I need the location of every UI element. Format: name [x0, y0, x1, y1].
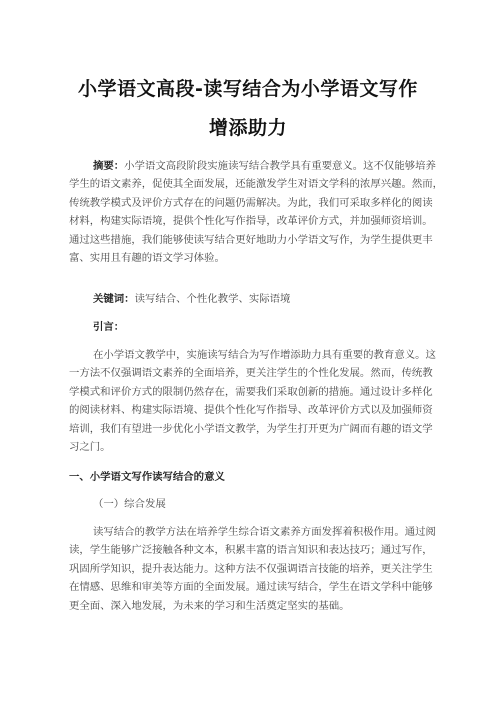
intro-line: 的阅读材料、构建实际语境、提供个性化写作指导、改革评价方式以及加强师资 [69, 404, 433, 417]
keywords-text: 读写结合、个性化教学、实际语境 [134, 293, 291, 305]
subsection-1-heading-text: （一）综合发展 [93, 498, 166, 510]
abstract-line: 富、实用且有趣的语文学习体验。 [69, 252, 225, 265]
section-1-line: 读写结合的教学方法在培养学生综合语文素养方面发挥着积极作用。通过阅 [93, 526, 436, 538]
intro-heading-text: 引言： [93, 321, 125, 333]
abstract-line: 学生的语文素养，促使其全面发展，还能激发学生对语文学科的浓厚兴趣。然而， [69, 178, 444, 191]
abstract-label: 摘要： [93, 160, 125, 172]
section-1-line: 读，学生能够广泛接触各种文本，积累丰富的语言知识和表达技巧；通过写作， [69, 544, 433, 557]
abstract-first-line [89, 157, 436, 175]
section-1-paragraph [69, 523, 436, 615]
intro-heading [89, 318, 419, 336]
abstract-line: 材料，构建实际语境，提供个性化写作指导，改革评价方式，并加强师资培训。 [69, 215, 433, 228]
abstract-paragraph [69, 157, 444, 267]
abstract-first-text: 小学语文高段阶段实施读写结合教学具有重要意义。这不仅能够培养 [124, 160, 436, 172]
intro-line: 培训，我们有望进一步优化小学语文教学，为学生打开更为广阔而有趣的语文学 [69, 422, 433, 435]
section-1-line: 更全面、深入地发展，为未来的学习和生活奠定坚实的基础。 [69, 599, 350, 612]
document-title-line-1: 小学语文高段-读写结合为小学语文写作 [78, 78, 418, 100]
section-1-heading [69, 468, 419, 486]
document-title-line-2: 增添助力 [208, 117, 287, 139]
abstract-line: 通过这些措施，我们能够使读写结合更好地助力小学语文写作，为学生提供更丰 [69, 233, 433, 246]
subsection-1-heading [89, 495, 419, 513]
intro-line: 习之门。 [69, 441, 111, 454]
section-1-line: 在情感、思维和审美等方面的全面发展。通过读写结合，学生在语文学科中能够 [69, 581, 433, 594]
keywords-line [89, 290, 419, 308]
section-1-line: 巩固所学知识，提升表达能力。这种方法不仅强调语言技能的培养，更关注学生 [69, 562, 433, 575]
keywords-label: 关键词： [93, 293, 135, 305]
intro-paragraph [69, 346, 436, 456]
section-1-heading-text: 一、小学语文写作读写结合的意义 [69, 471, 225, 483]
intro-line: 学模式和评价方式的限制仍然存在，需要我们采取创新的措施。通过设计多样化 [69, 385, 433, 398]
intro-line: 在小学语文教学中，实施读写结合为写作增添助力具有重要的教育意义。这 [93, 349, 436, 361]
intro-line: 一方法不仅强调语文素养的全面培养，更关注学生的个性化发展。然而，传统教 [69, 367, 433, 380]
abstract-line: 传统教学模式及评价方式存在的问题仍需解决。为此，我们可采取多样化的阅读 [69, 196, 433, 209]
